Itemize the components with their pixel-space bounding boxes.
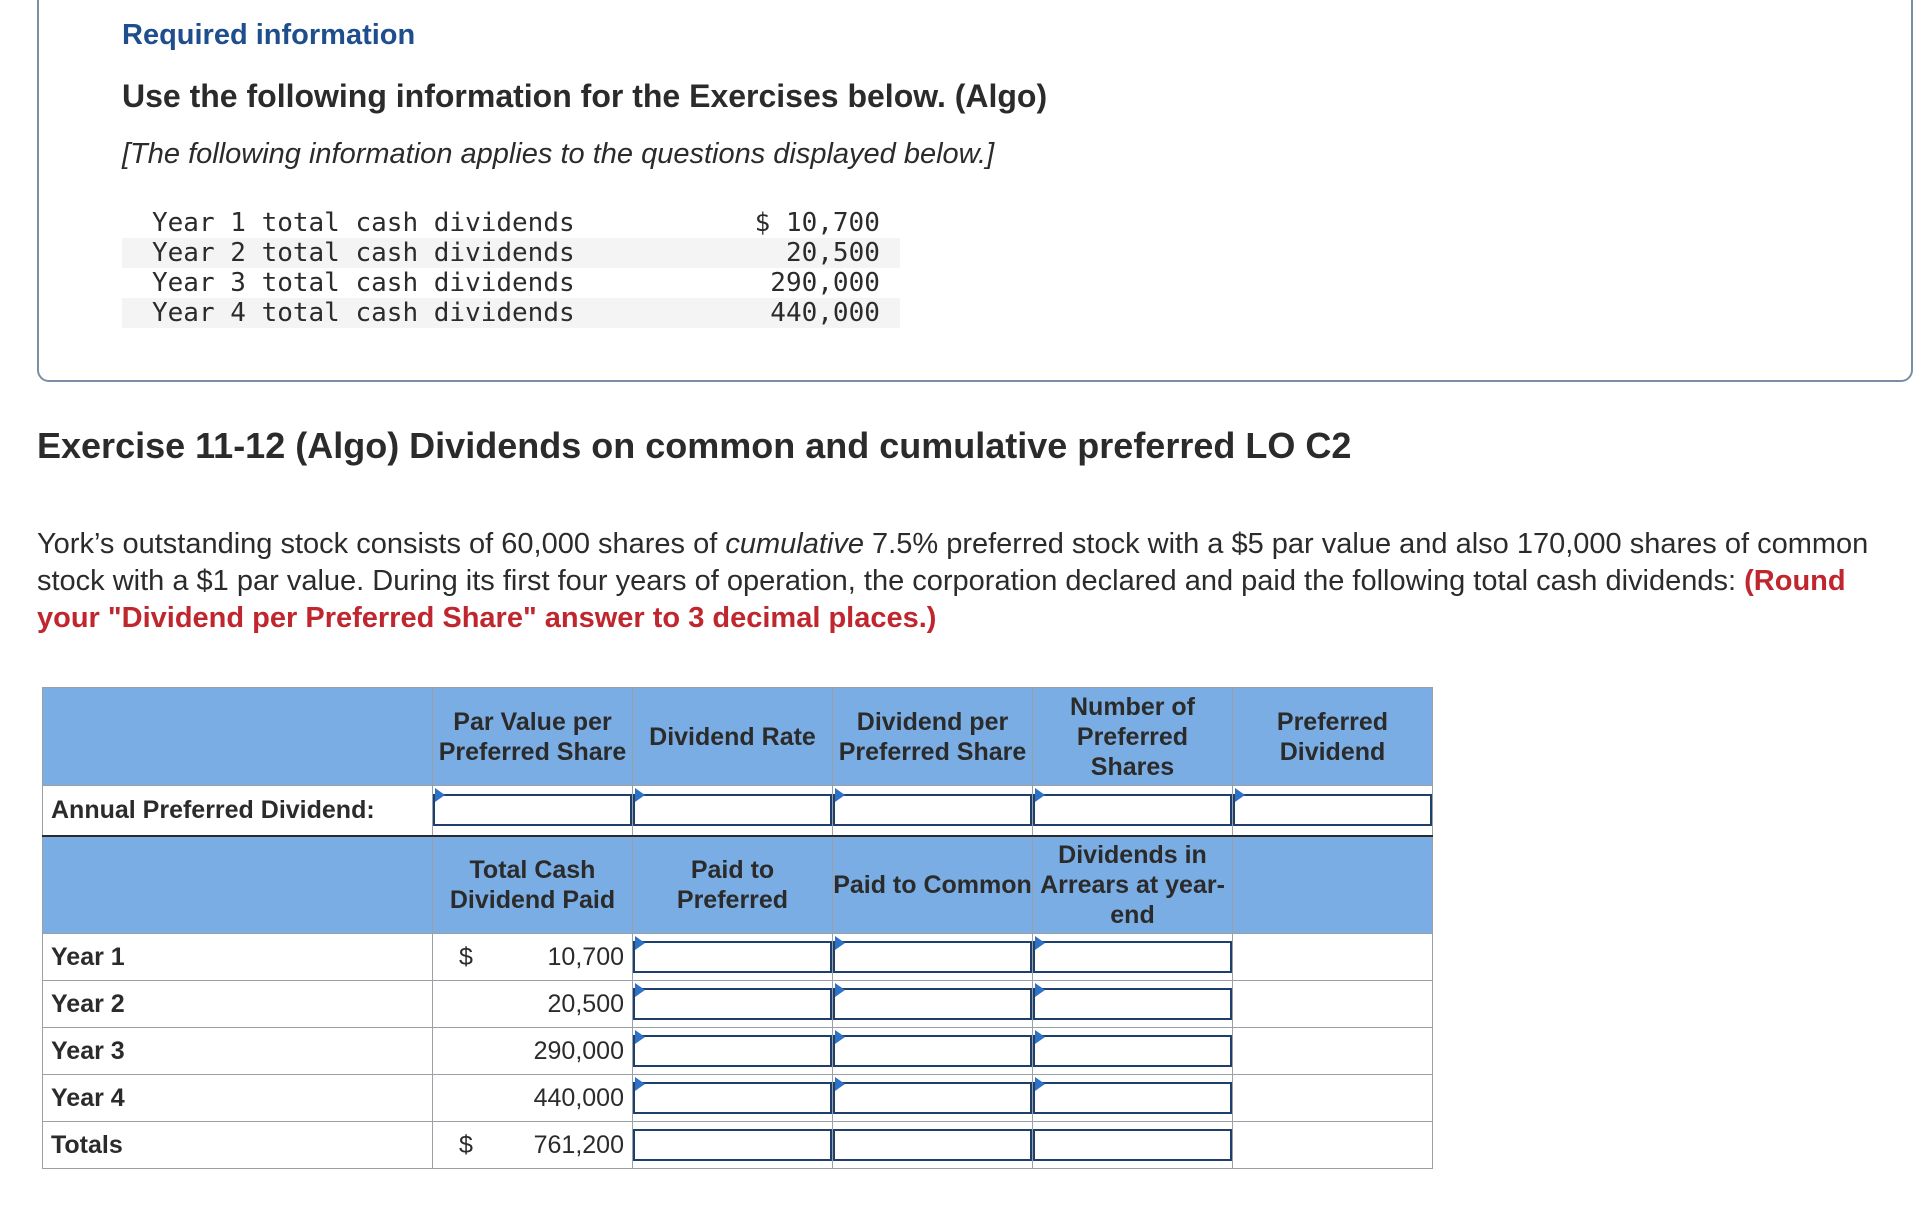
header-dividend-per-share: Dividend per Preferred Share: [833, 688, 1033, 786]
total-cash-cell: [433, 1028, 633, 1075]
dividend-info-value: 440,000: [595, 298, 900, 328]
empty-cell: [1233, 1122, 1433, 1169]
header-par-value: Par Value per Preferred Share: [433, 688, 633, 786]
paid-preferred-input[interactable]: [633, 988, 832, 1020]
dividend-per-share-input[interactable]: [833, 794, 1032, 826]
arrears-cell: [1033, 934, 1233, 981]
header-arrears: Dividends in Arrears at year-end: [1033, 836, 1233, 934]
rounding-instruction: (Round your "Dividend per Preferred Share" answer to 3 decimal places.): [37, 565, 1846, 634]
arrears-input[interactable]: [1033, 941, 1232, 973]
empty-cell: [1233, 981, 1433, 1028]
input-marker-icon: [435, 788, 445, 802]
total-common-input[interactable]: [833, 1129, 1032, 1161]
input-marker-icon: [635, 936, 645, 950]
paid-common-cell: [833, 1028, 1033, 1075]
description-emphasis: cumulative: [725, 528, 864, 560]
year-row: [43, 934, 1433, 981]
empty-cell: [1233, 1075, 1433, 1122]
dividend-info-value: $ 10,700: [754, 208, 880, 238]
input-marker-icon: [1035, 983, 1045, 997]
input-marker-icon: [835, 936, 845, 950]
year-row: [43, 981, 1433, 1028]
total-arrears-cell: [1033, 1122, 1233, 1169]
preferred-dividend-input[interactable]: [1233, 794, 1432, 826]
arrears-cell: [1033, 1075, 1233, 1122]
total-cash-cell: [433, 1122, 633, 1169]
input-marker-icon: [835, 983, 845, 997]
annual-dividend-row: [43, 786, 1433, 836]
par-value-input[interactable]: [433, 794, 632, 826]
worksheet-header-row: [43, 688, 1433, 786]
use-info-heading: Use the following information for the Exercises below. (Algo): [122, 78, 1048, 114]
year-row: [43, 1028, 1433, 1075]
total-cash-value: 440,000: [533, 1083, 624, 1112]
required-info-heading: Required information: [122, 19, 416, 51]
dividend-worksheet: [42, 687, 1433, 1169]
input-marker-icon: [635, 1030, 645, 1044]
year-label: Year 1: [43, 934, 433, 981]
number-of-shares-input[interactable]: [1033, 794, 1232, 826]
total-preferred-input[interactable]: [633, 1129, 832, 1161]
total-common-cell: [833, 1122, 1033, 1169]
paid-common-cell: [833, 934, 1033, 981]
dividend-rate-input[interactable]: [633, 794, 832, 826]
header-dividend-rate: Dividend Rate: [633, 688, 833, 786]
header-number-of-shares: Number of Preferred Shares: [1033, 688, 1233, 786]
header-blank: [43, 688, 433, 786]
annual-dividend-label: Annual Preferred Dividend:: [43, 786, 433, 836]
empty-cell: [1233, 934, 1433, 981]
description-text-2: 7.5% preferred stock with a $5 par value and also 170,000 shares of common stock with a $1 par value. During its first four years of operation, the corporation declared and paid the following total cash dividends:: [37, 528, 1869, 597]
dividend-info-row: [122, 268, 900, 298]
header-total-cash: Total Cash Dividend Paid: [433, 836, 633, 934]
par-value-cell: [433, 786, 633, 836]
header-blank: [43, 836, 433, 934]
paid-preferred-cell: [633, 1075, 833, 1122]
total-cash-cell: [433, 934, 633, 981]
year-label: Year 4: [43, 1075, 433, 1122]
paid-common-cell: [833, 1075, 1033, 1122]
description-text-1: York’s outstanding stock consists of 60,000 shares of: [37, 528, 726, 560]
arrears-input[interactable]: [1033, 1035, 1232, 1067]
paid-common-cell: [833, 981, 1033, 1028]
input-marker-icon: [835, 1030, 845, 1044]
header-paid-preferred: Paid to Preferred: [633, 836, 833, 934]
input-marker-icon: [1035, 788, 1045, 802]
arrears-cell: [1033, 1028, 1233, 1075]
paid-preferred-cell: [633, 981, 833, 1028]
header-preferred-dividend: Preferred Dividend: [1233, 688, 1433, 786]
dollar-sign: $: [459, 942, 473, 971]
arrears-cell: [1033, 981, 1233, 1028]
dividend-info-row: [122, 298, 900, 328]
input-marker-icon: [635, 788, 645, 802]
header-paid-common: Paid to Common: [833, 836, 1033, 934]
total-cash-value: 290,000: [533, 1036, 624, 1065]
paid-common-input[interactable]: [833, 1082, 1032, 1114]
dividend-per-share-cell: [833, 786, 1033, 836]
paid-common-input[interactable]: [833, 988, 1032, 1020]
paid-preferred-input[interactable]: [633, 1035, 832, 1067]
total-cash-cell: [433, 981, 633, 1028]
total-preferred-cell: [633, 1122, 833, 1169]
input-marker-icon: [1035, 1077, 1045, 1091]
arrears-input[interactable]: [1033, 1082, 1232, 1114]
input-marker-icon: [635, 1077, 645, 1091]
dividend-rate-cell: [633, 786, 833, 836]
applies-note: [The following information applies to the questions displayed below.]: [122, 138, 995, 170]
input-marker-icon: [835, 788, 845, 802]
dividend-info-label: Year 2 total cash dividends: [122, 238, 595, 268]
paid-common-input[interactable]: [833, 1035, 1032, 1067]
paid-common-input[interactable]: [833, 941, 1032, 973]
input-marker-icon: [1235, 788, 1245, 802]
dividends-info-table: [122, 208, 900, 328]
exercise-title: Exercise 11-12 (Algo) Dividends on common and cumulative preferred LO C2: [37, 425, 1352, 466]
paid-preferred-cell: [633, 1028, 833, 1075]
year-label: Year 3: [43, 1028, 433, 1075]
total-cash-value: 10,700: [547, 942, 624, 971]
dividend-info-row: [122, 238, 900, 268]
total-cash-cell: [433, 1075, 633, 1122]
preferred-dividend-cell: [1233, 786, 1433, 836]
dollar-sign: $: [459, 1130, 473, 1159]
input-marker-icon: [635, 983, 645, 997]
input-marker-icon: [1035, 936, 1045, 950]
dividend-info-row: [122, 208, 900, 238]
total-cash-value: 761,200: [533, 1130, 624, 1159]
totals-label: Totals: [43, 1122, 433, 1169]
dividend-info-label: Year 1 total cash dividends: [152, 208, 575, 238]
year-row: [43, 1075, 1433, 1122]
total-arrears-input[interactable]: [1033, 1129, 1232, 1161]
worksheet-second-header-row: [43, 836, 1433, 934]
input-marker-icon: [835, 1077, 845, 1091]
input-marker-icon: [1035, 1030, 1045, 1044]
header-blank: [1233, 836, 1433, 934]
dividend-info-value: 290,000: [770, 268, 880, 298]
empty-cell: [1233, 1028, 1433, 1075]
exercise-description: [37, 526, 1897, 637]
arrears-input[interactable]: [1033, 988, 1232, 1020]
paid-preferred-input[interactable]: [633, 941, 832, 973]
totals-row: [43, 1122, 1433, 1169]
paid-preferred-cell: [633, 934, 833, 981]
total-cash-value: 20,500: [547, 989, 624, 1018]
year-label: Year 2: [43, 981, 433, 1028]
dividend-info-value: 20,500: [595, 238, 900, 268]
dividend-info-label: Year 3 total cash dividends: [152, 268, 575, 298]
dividend-info-label: Year 4 total cash dividends: [122, 298, 595, 328]
number-of-shares-cell: [1033, 786, 1233, 836]
paid-preferred-input[interactable]: [633, 1082, 832, 1114]
